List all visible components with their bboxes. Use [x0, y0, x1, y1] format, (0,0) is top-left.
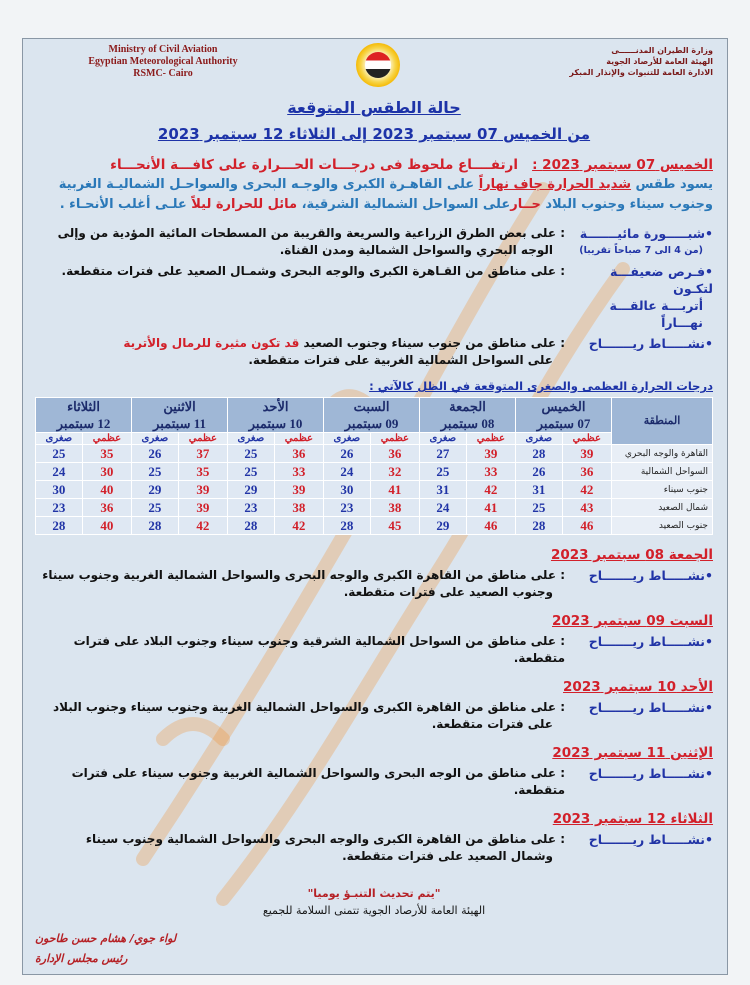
header-ar-line: الادارة العامة للتنبوات والإنذار المبكر: [569, 68, 713, 77]
min-temp: 26: [516, 463, 563, 481]
min-temp: 29: [132, 481, 179, 499]
min-temp: 24: [324, 463, 371, 481]
desc-line: : على مناطق من جنوب سيناء وجنوب الصعيد: [299, 336, 565, 350]
day-header: [420, 398, 516, 433]
min-temp: 23: [324, 499, 371, 517]
header-en-line: RSMC- Cairo: [133, 68, 193, 79]
item-label: •نشـــــاط ريـــــــاح: [588, 336, 713, 351]
table-row: [36, 517, 713, 535]
min-temp: 24: [36, 463, 83, 481]
max-temp: 45: [370, 517, 419, 535]
min-temp: 25: [36, 445, 83, 463]
min-label: صغرى: [420, 433, 467, 445]
desc-warning: قد تكون مثيرة للرمال والأتربة: [123, 336, 300, 350]
max-temp: 39: [466, 445, 515, 463]
day-date: 10 سبتمبر: [248, 416, 303, 431]
day-date: 09 سبتمبر: [344, 416, 399, 431]
min-temp: 30: [324, 481, 371, 499]
min-temp: 26: [324, 445, 371, 463]
min-label: صغرى: [516, 433, 563, 445]
max-temp: 43: [562, 499, 611, 517]
day-item: [35, 633, 713, 667]
desc-line: على السواحل الشمالية الغربية على فترات متقطعة.: [248, 353, 553, 367]
day-name: السبت: [353, 399, 390, 414]
min-temp: 28: [228, 517, 275, 535]
min-temp: 28: [516, 445, 563, 463]
min-label: صغرى: [36, 433, 83, 445]
desc-line: : على مناطق من القاهرة الكبرى والسواحل الشمالية الغربية وجنوب سيناء وجنوب البلاد: [52, 700, 565, 714]
item-label: •نشـــــاط ريـــــــاح: [588, 832, 713, 847]
summary-text: على القاهـرة الكبرى والوجـه البحرى والسواحـل الشماليـة الغربية: [58, 177, 479, 192]
item-desc: [35, 831, 573, 865]
safety-wish: الهيئة العامة للأرصاد الجوية تتمنى السلامة للجميع: [262, 904, 486, 917]
summary-text: وجنوب سيناء وجنوب البلاد: [540, 197, 713, 212]
max-temp: 40: [82, 481, 131, 499]
page-subtitle: من الخميس 07 سبتمبر 2023 إلى الثلاثاء 12 سبتمبر 2023: [157, 125, 591, 143]
max-temp: 35: [82, 445, 131, 463]
header-en-line: Egyptian Meteorological Authority: [88, 56, 238, 67]
max-temp: 46: [562, 517, 611, 535]
min-temp: 23: [36, 499, 83, 517]
day-name: الأحد: [262, 399, 289, 414]
desc-line: : على مناطق من الوجه البحرى والسواحل الشمالية الغربية وجنوب سيناء على فترات متقطعة.: [71, 766, 565, 797]
max-temp: 32: [370, 463, 419, 481]
page-title: حالة الطقس المتوقعة: [287, 98, 461, 117]
header-ar-line: وزارة الطيران المدنــــــى: [611, 46, 713, 55]
min-temp: 28: [516, 517, 563, 535]
max-temp: 41: [466, 499, 515, 517]
desc-line: وشمال الصعيد على فترات متقطعة.: [342, 849, 553, 863]
max-temp: 36: [562, 463, 611, 481]
day-header: [324, 398, 420, 433]
day-item: [35, 765, 713, 799]
thursday-summary: [35, 175, 713, 195]
day-heading: الجمعة 08 سبتمبر 2023: [550, 547, 713, 563]
day-header: [228, 398, 324, 433]
item-label-block: [573, 225, 713, 259]
day-item: [35, 699, 713, 733]
day-name: الاثنين: [163, 399, 196, 414]
max-temp: 42: [466, 481, 515, 499]
signature-name: لواء جوي/ هشام حسن طاحون: [35, 932, 177, 945]
max-label: عظمي: [370, 433, 419, 445]
summary-text: على السواحل الشمالية الشرقية،: [297, 197, 511, 212]
min-temp: 25: [228, 463, 275, 481]
min-temp: 25: [516, 499, 563, 517]
max-temp: 33: [466, 463, 515, 481]
max-temp: 46: [466, 517, 515, 535]
desc-line: : على مناطق من القاهرة الكبرى والوجه البحرى والسواحل الشمالية الغربية وجنوب سيناء: [42, 568, 565, 582]
item-desc: : على مناطق من القـاهرة الكبرى والوجه البحرى وشمـال الصعيد على فترات متقطعة.: [61, 264, 565, 278]
max-temp: 40: [82, 517, 131, 535]
min-label: صغرى: [132, 433, 179, 445]
temperature-table: [35, 397, 713, 535]
max-temp: 36: [274, 445, 323, 463]
min-temp: 27: [420, 445, 467, 463]
thursday-item: [35, 335, 713, 369]
desc-line: : على مناطق من القاهرة الكبرى والوجه البحرى والسواحل الشمالية وجنوب سيناء: [85, 832, 565, 846]
desc-line: وجنوب الصعيد على فترات متقطعة.: [343, 585, 553, 599]
min-temp: 31: [516, 481, 563, 499]
max-temp: 42: [562, 481, 611, 499]
region-name: القاهرة والوجه البحري: [612, 445, 713, 463]
min-temp: 24: [420, 499, 467, 517]
item-desc: [35, 225, 573, 259]
item-label: •نشـــــاط ريـــــــاح: [588, 700, 713, 715]
header-ar-line: الهيئة العامة للأرصاد الجوية: [606, 57, 713, 66]
item-desc: [35, 765, 573, 799]
min-temp: 25: [132, 499, 179, 517]
max-temp: 41: [370, 481, 419, 499]
day-header: [516, 398, 612, 433]
min-temp: 25: [228, 445, 275, 463]
day-name: الخميس: [541, 399, 586, 414]
day-date: 12 سبتمبر: [56, 416, 111, 431]
summary-text: علـى أغلب الأنحـاء .: [59, 197, 192, 212]
summary-text: يسود طقس: [631, 177, 713, 192]
day-heading: الإثنين 11 سبتمبر 2023: [552, 745, 713, 761]
table-caption: درجات الحرارة العظمى والصغرى المتوقعة في الظل كالآتي :: [369, 379, 713, 393]
day-header: [132, 398, 228, 433]
max-temp: 30: [82, 463, 131, 481]
desc-line: على فترات متقطعة.: [431, 717, 553, 731]
desc-line: الوجه البحري والسواحل الشمالية ومدن القناة.: [279, 243, 553, 257]
desc-line: : على مناطق من السواحل الشمالية الشرقية وجنوب سيناء وجنوب البلاد على فترات متقطعة.: [73, 634, 565, 665]
summary-hot: شديد الحرارة جاف نهاراً: [478, 177, 632, 192]
max-label: عظمي: [82, 433, 131, 445]
daily-forecasts: [35, 547, 713, 865]
min-temp: 31: [420, 481, 467, 499]
max-label: عظمي: [178, 433, 227, 445]
signature-title: رئيس مجلس الإدارة: [35, 952, 128, 965]
item-desc: [35, 633, 573, 667]
max-temp: 38: [274, 499, 323, 517]
max-temp: 37: [178, 445, 227, 463]
item-label-block: [573, 263, 713, 331]
item-desc: [35, 699, 573, 733]
min-temp: 25: [420, 463, 467, 481]
thursday-item: [35, 225, 713, 259]
region-name: جنوب الصعيد: [612, 517, 713, 535]
region-name: السواحل الشمالية: [612, 463, 713, 481]
item-label: •فـرص ضعيفـــة لتكـون: [609, 264, 713, 296]
item-label: •نشـــــاط ريـــــــاح: [588, 766, 713, 781]
region-name: شمال الصعيد: [612, 499, 713, 517]
thursday-headline: [35, 155, 713, 175]
summary-night: مائل للحرارة ليلاً: [191, 197, 298, 212]
max-label: عظمي: [274, 433, 323, 445]
min-temp: 28: [36, 517, 83, 535]
thursday-item: [35, 263, 713, 331]
day-name: الثلاثاء: [67, 399, 101, 414]
max-temp: 33: [274, 463, 323, 481]
thursday-date: الخميس 07 سبتمبر 2023 :: [532, 157, 713, 173]
min-temp: 26: [132, 445, 179, 463]
table-row: [36, 445, 713, 463]
summary-warm: حــار: [510, 197, 541, 212]
header-en-line: Ministry of Civil Aviation: [108, 44, 218, 55]
item-note: أتربـــة عالقـــة نهـــاراً: [609, 298, 703, 330]
max-temp: 42: [178, 517, 227, 535]
max-temp: 38: [370, 499, 419, 517]
update-note: "يتم تحديث التنبـؤ يوميا": [307, 887, 441, 900]
item-label: •نشـــــاط ريـــــــاح: [588, 568, 713, 583]
headline-text: ارتفــــاع ملحوظ فى درجـــات الحـــرارة على كافـــة الأنحـــاء: [110, 157, 518, 173]
day-date: 07 سبتمبر: [536, 416, 591, 431]
max-temp: 39: [274, 481, 323, 499]
bulletin-page: [22, 38, 728, 975]
item-desc: [35, 567, 573, 601]
min-temp: 25: [132, 463, 179, 481]
max-temp: 35: [178, 463, 227, 481]
min-label: صغرى: [324, 433, 371, 445]
max-temp: 42: [274, 517, 323, 535]
min-temp: 28: [324, 517, 371, 535]
table-row: [36, 463, 713, 481]
day-item: [35, 567, 713, 601]
day-header: [36, 398, 132, 433]
ema-logo: [356, 43, 400, 87]
header-arabic: [569, 45, 713, 78]
day-heading: السبت 09 سبتمبر 2023: [552, 613, 713, 629]
table-row: [36, 481, 713, 499]
max-temp: 39: [562, 445, 611, 463]
max-temp: 36: [82, 499, 131, 517]
min-temp: 23: [228, 499, 275, 517]
region-header: المنطقة: [612, 398, 713, 445]
day-heading: الأحد 10 سبتمبر 2023: [563, 679, 713, 695]
max-temp: 39: [178, 499, 227, 517]
day-date: 11 سبتمبر: [153, 416, 207, 431]
max-label: عظمي: [466, 433, 515, 445]
day-heading: الثلاثاء 12 سبتمبر 2023: [552, 811, 713, 827]
item-desc: [35, 335, 573, 369]
day-item: [35, 831, 713, 865]
day-name: الجمعة: [449, 399, 486, 414]
day-date: 08 سبتمبر: [440, 416, 495, 431]
max-label: عظمي: [562, 433, 611, 445]
desc-line: : على بعض الطرق الزراعية والسريعة والقريبة من المسطحات المائية المؤدية من وإلى: [57, 226, 565, 240]
region-name: جنوب سيناء: [612, 481, 713, 499]
item-label: •شبـــــورة مائيـــــــة: [579, 226, 713, 241]
min-temp: 29: [420, 517, 467, 535]
header-english: [73, 44, 253, 80]
min-temp: 28: [132, 517, 179, 535]
item-label: •نشـــــاط ريـــــــاح: [588, 634, 713, 649]
item-note: (من 4 الى 7 صباحاً تقريبا): [579, 245, 703, 256]
max-temp: 36: [370, 445, 419, 463]
table-row: [36, 499, 713, 517]
thursday-summary-2: [35, 195, 713, 215]
max-temp: 39: [178, 481, 227, 499]
min-temp: 30: [36, 481, 83, 499]
min-temp: 29: [228, 481, 275, 499]
bulletin-content: [35, 95, 713, 969]
min-label: صغرى: [228, 433, 275, 445]
